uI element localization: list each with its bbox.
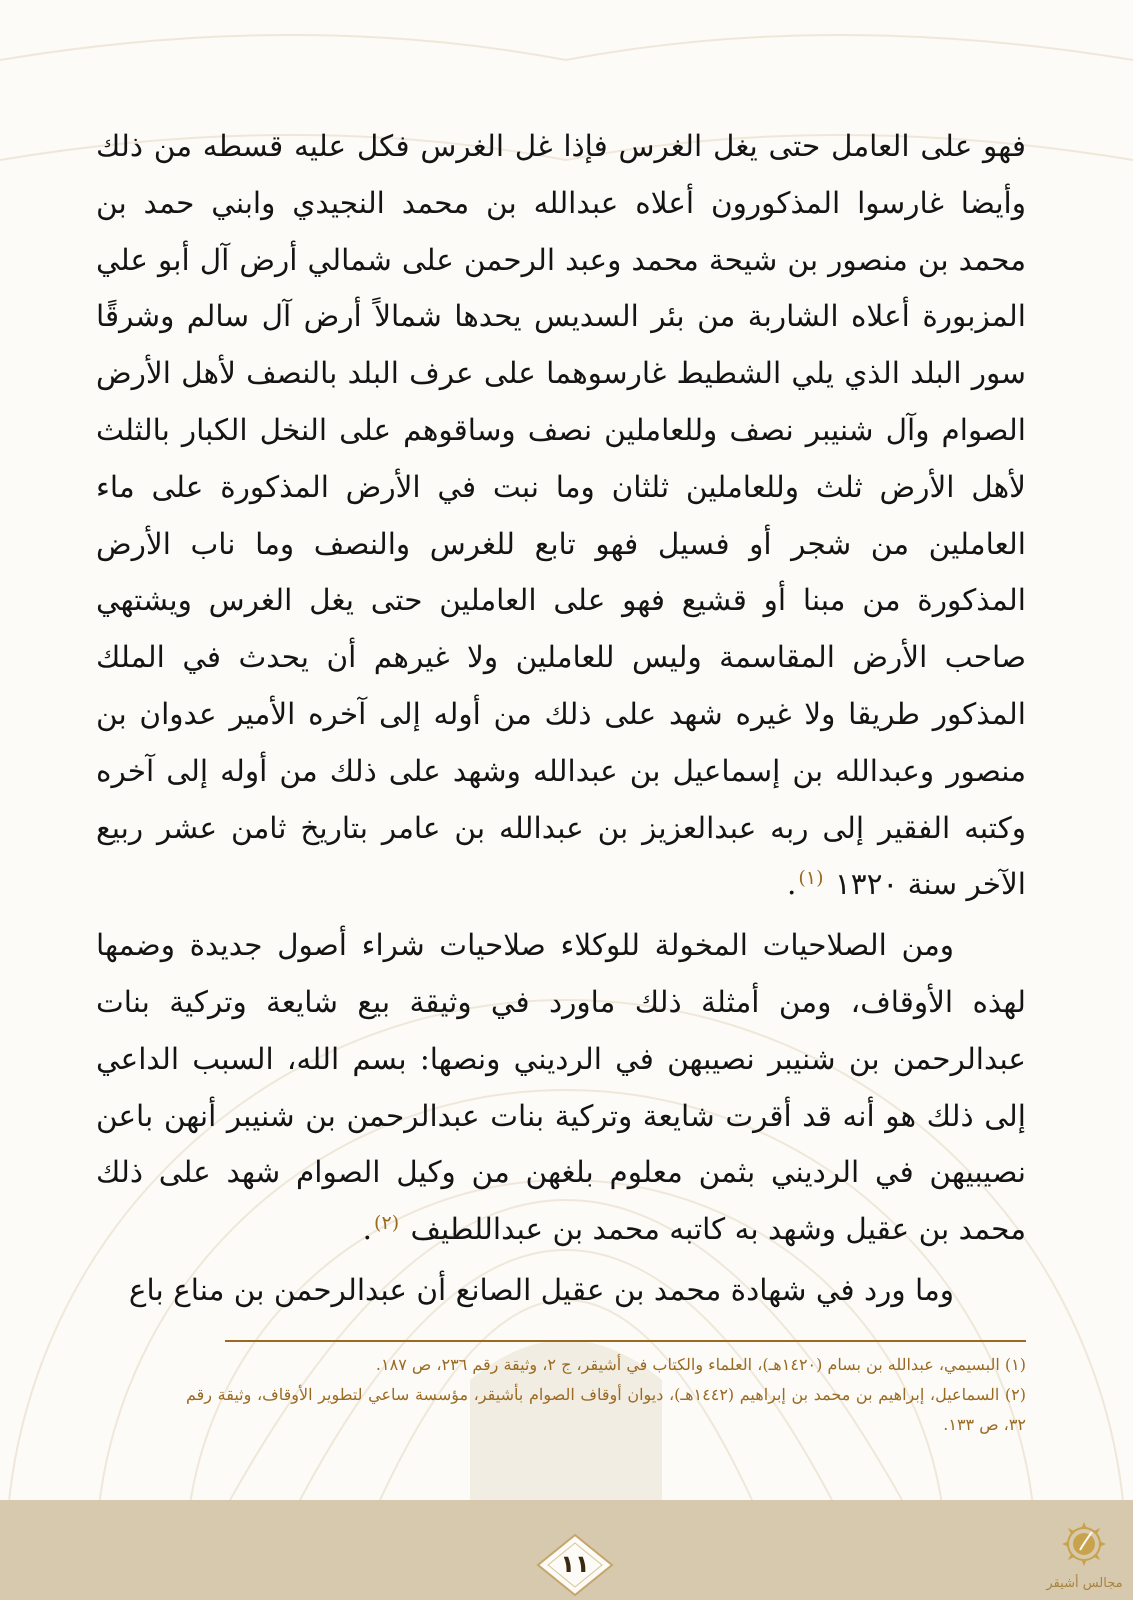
end-mark: . <box>787 867 797 902</box>
paragraph-text: فهو على العامل حتى يغل الغرس فإذا غل الغرس فكل عليه قسطه من ذلك وأيضا غارسوا المذكورون أعلاه عبدالله بن محمد النجيدي وابني حمد بن محمد بن منصور بن شيحة محمد وعبد الرحمن على شمالي أرض آل أبو علي المزبورة أعلاه الشاربة من بئر السديس يحدها شمالاً أرض آل سالم وشرقًا سور البلد الذي يلي الشطيط غارسوهما على عرف البلد بالنصف لأهل الأرض الصوام وآل شنيبر نصف وللعاملين نصف وساقوهم على النخل الكبار بالثلث لأهل الأرض ثلث وللعاملين ثلثان وما نبت في الأرض المذكورة على ماء العاملين من شجر أو فسيل فهو تابع للغرس والنصف وما ناب الأرض المذكورة من مبنا أو قشيع فهو على العاملين حتى يغل الغرس ويشتهي صاحب الأرض المقاسمة وليس للعاملين ولا غيرهم أن يحدث في الملك المذكور طريقا ولا غيره شهد على ذلك من أوله إلى آخره الأمير عدوان بن منصور وعبدالله بن إسماعيل بن عبدالله وشهد على ذلك من أوله إلى آخره وكتبه الفقير إلى ربه عبدالعزيز بن عبدالله بن عامر بتاريخ ثامن عشر ربيع الآخر سنة ١٣٢٠ <box>96 129 1026 902</box>
footnotes <box>186 1350 1026 1440</box>
paragraph-text: ومن الصلاحيات المخولة للوكلاء صلاحيات شراء أصول جديدة وضمها لهذه الأوقاف، ومن أمثلة ذلك ماورد في وثيقة بيع شايعة وتركية بنات عبدالرحمن بن شنيبر نصيبهن في الرديني ونصها: بسم الله، السبب الداعي إلى ذلك هو أنه قد أقرت شايعة وتركية بنات عبدالرحمن بن شنيبر أنهن باعن نصيبيهن في الرديني بثمن معلوم بلغهن من وكيل الصوام شهد على ذلك محمد بن عقيل وشهد به كاتبه محمد بن عبداللطيف <box>96 928 1026 1247</box>
body-paragraph <box>96 917 1026 1262</box>
body-paragraph: وما ورد في شهادة محمد بن عقيل الصانع أن عبدالرحمن بن مناع باع <box>128 1272 954 1307</box>
footnote-separator <box>225 1340 1026 1342</box>
body-text <box>96 118 1026 1319</box>
body-paragraph <box>96 118 1026 917</box>
footnote-ref-1: (١) <box>798 867 824 890</box>
page-number: ١١ <box>560 1550 590 1578</box>
brand-name: مجالس أشيقر <box>1046 1576 1123 1591</box>
footnote-ref-2: (٢) <box>374 1212 400 1235</box>
footnote-1: (١) البسيمي، عبدالله بن بسام (١٤٢٠هـ)، العلماء والكتاب في أشيقر، ج ٢، وثيقة رقم ٢٣٦، ص ١٨٧. <box>375 1355 1026 1374</box>
footnote-2: (٢) السماعيل، إبراهيم بن محمد بن إبراهيم (١٤٤٢هـ)، ديوان أوقاف الصوام بأشيقر، مؤسسة ساعي لتطوير الأوقاف، وثيقة رقم ٣٢، ص ١٣٣. <box>186 1385 1027 1434</box>
end-mark: . <box>362 1212 373 1247</box>
